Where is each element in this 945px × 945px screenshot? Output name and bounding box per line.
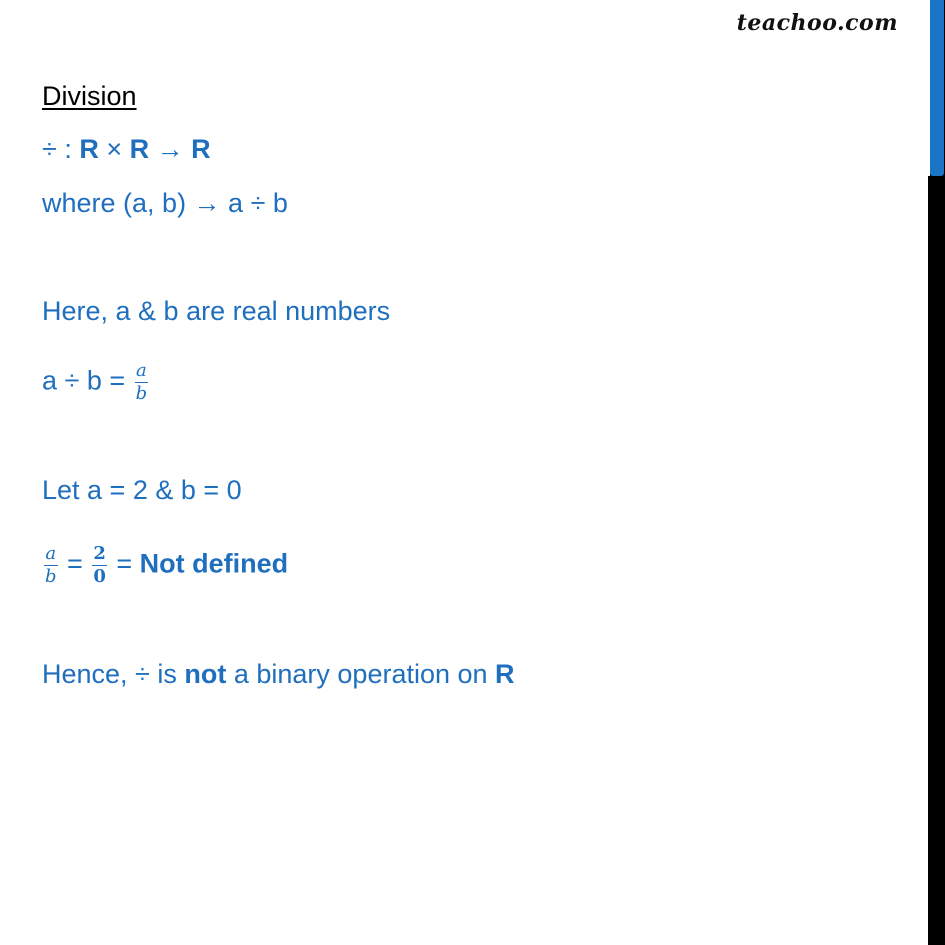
vertical-scrollbar[interactable] — [928, 0, 945, 945]
fraction-numerator: 2 — [93, 543, 106, 564]
result-line — [42, 543, 288, 588]
fraction-a-over-b — [44, 543, 58, 588]
teachoo-logo: teachoo.com — [736, 10, 898, 36]
equals-sign: = — [108, 548, 140, 579]
mapping-line: where (a, b) → a ÷ b — [42, 188, 288, 218]
set-r-1: R — [79, 134, 99, 164]
not-defined-text: Not defined — [139, 548, 289, 579]
fraction-a-over-b — [135, 360, 149, 405]
set-r-2: R — [129, 134, 150, 164]
times-symbol: × — [98, 134, 130, 164]
fraction-denominator: 0 — [93, 566, 106, 587]
fraction-denominator: b — [45, 566, 57, 587]
conclusion-not: not — [184, 659, 227, 689]
equals-sign: = — [59, 548, 91, 579]
division-formula-line — [42, 360, 150, 405]
fraction-numerator: a — [136, 360, 147, 381]
conclusion-mid: a binary operation on — [226, 659, 496, 689]
heading-division: Division — [42, 81, 137, 111]
scrollbar-thumb[interactable] — [930, 0, 944, 176]
conclusion-line — [42, 658, 515, 690]
division-symbol: ÷ : — [42, 134, 80, 164]
fraction-numerator: a — [45, 543, 57, 564]
let-values-line: Let a = 2 & b = 0 — [42, 475, 242, 505]
real-numbers-line: Here, a & b are real numbers — [42, 296, 391, 326]
arrow-symbol: → — [149, 134, 192, 164]
conclusion-pre: Hence, ÷ is — [42, 659, 185, 689]
fraction-two-over-zero — [92, 543, 107, 588]
set-r-3: R — [191, 134, 211, 164]
conclusion-set-r: R — [495, 659, 515, 689]
fraction-denominator: b — [135, 383, 148, 404]
formula-lhs: a ÷ b = — [42, 365, 133, 396]
definition-line — [42, 133, 211, 165]
